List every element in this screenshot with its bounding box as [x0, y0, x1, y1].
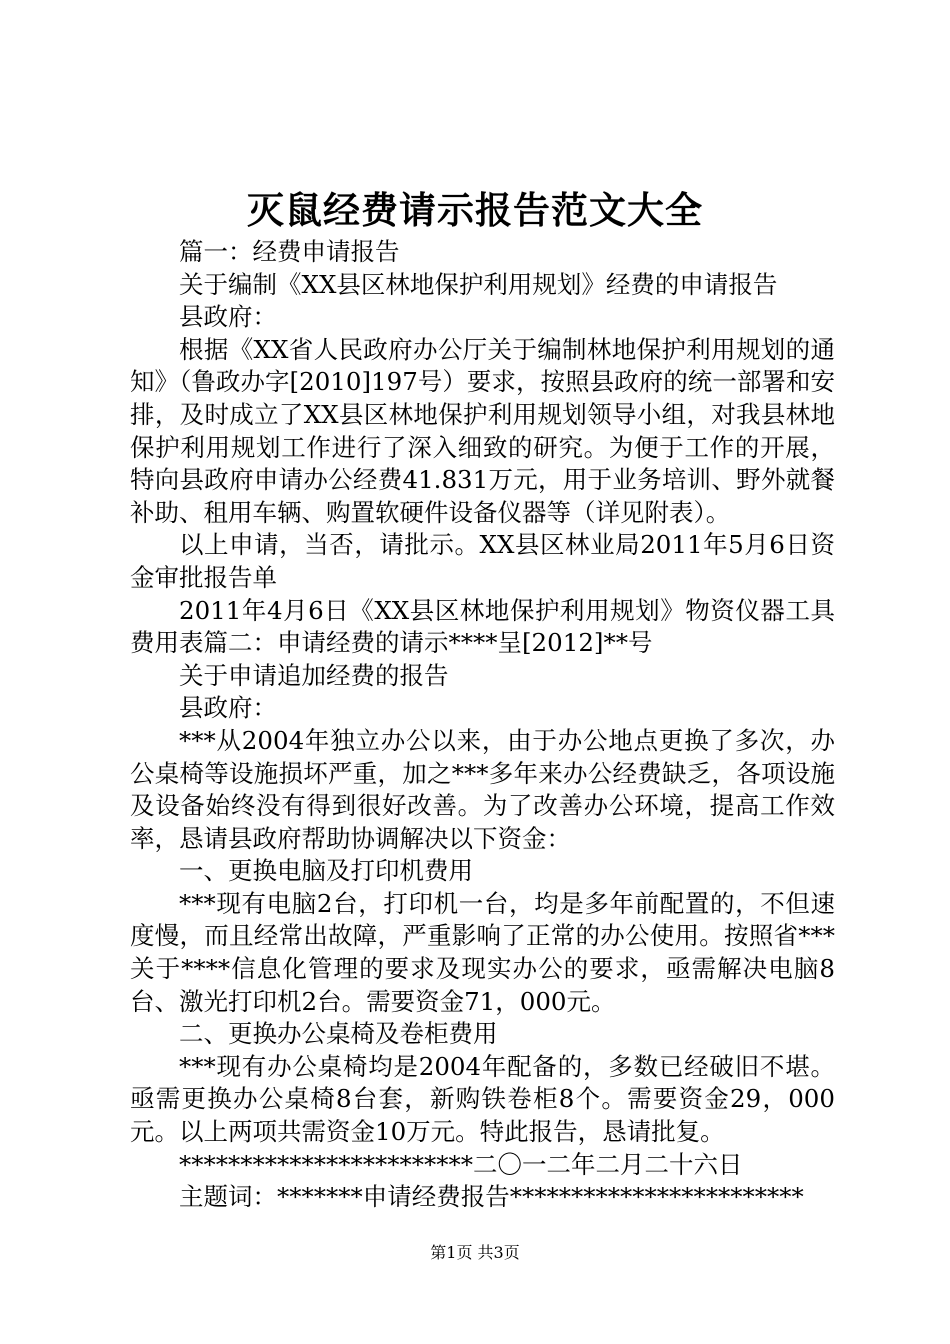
paragraph: ***现有办公桌椅均是2004年配备的，多数已经破旧不堪。亟需更换办公桌椅8台套，新购铁卷柜8个。需要资金29，000元。以上两项共需资金10万元。特此报告，恳请批复。: [130, 1051, 835, 1147]
paragraph: 关于申请追加经费的报告: [179, 660, 449, 690]
paragraph: 根据《XX省人民政府办公厅关于编制林地保护利用规划的通知》（鲁政办字[2010]197号）要求，按照县政府的统一部署和安排，及时成立了XX县区林地保护利用规划领导小组，对我县林地保护利用规划工作进行了深入细致的研究。为便于工作的开展，特向县政府申请办公经费41.831万元，用于业务培训、野外就餐补助、租用车辆、购置软硬件设备仪器等（详见附表）。: [130, 334, 835, 527]
document-body: [130, 236, 835, 1214]
paragraph: 二、更换办公桌椅及卷柜费用: [179, 1019, 498, 1049]
paragraph: ***从2004年独立办公以来，由于办公地点更换了多次，办公桌椅等设施损坏严重，加之***多年来办公经费缺乏，各项设施及设备始终没有得到很好改善。为了改善办公环境，提高工作效率，恳请县政府帮助协调解决以下资金：: [130, 725, 835, 853]
paragraph: 主题词：*******申请经费报告************************: [179, 1182, 804, 1212]
paragraph: 2011年4月6日《XX县区林地保护利用规划》物资仪器工具费用表篇二：申请经费的请示****呈[2012]**号: [130, 595, 835, 658]
page-number-footer: 第1页 共3页: [430, 1243, 520, 1262]
paragraph: ************************二〇一二年二月二十六日: [179, 1149, 743, 1179]
paragraph: 关于编制《XX县区林地保护利用规划》经费的申请报告: [179, 269, 778, 299]
document-title: 灭鼠经费请示报告范文大全: [247, 188, 703, 232]
paragraph: 一、更换电脑及打印机费用: [179, 856, 473, 886]
paragraph: 篇一：经费申请报告: [179, 237, 400, 266]
paragraph: ***现有电脑2台，打印机一台，均是多年前配置的，不但速度慢，而且经常出故障，严重影响了正常的办公使用。按照省***关于****信息化管理的要求及现实办公的要求，亟需解决电脑8台、激光打印机2台。需要资金71，000元。: [130, 888, 835, 1016]
paragraph: 县政府：: [179, 302, 277, 332]
paragraph: 县政府：: [179, 693, 277, 723]
paragraph: 以上申请，当否，请批示。XX县区林业局2011年5月6日资金审批报告单: [130, 530, 835, 592]
